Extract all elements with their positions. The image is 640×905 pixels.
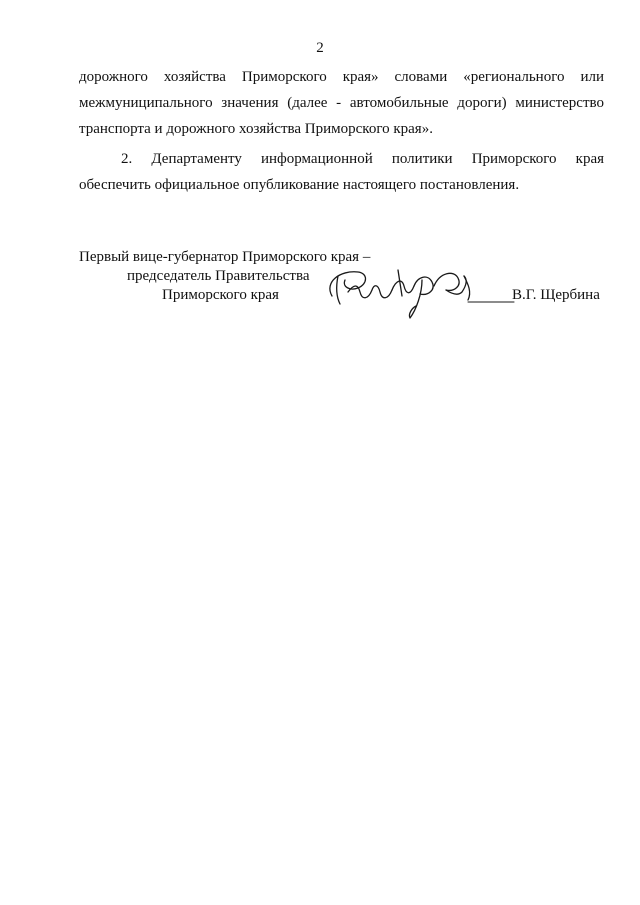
paragraph-line: обеспечить официальное опубликование настоящего постановления. <box>79 177 520 193</box>
signatory-title-line-3: Приморского края <box>162 287 279 303</box>
signatory-name: В.Г. Щербина <box>512 287 600 303</box>
handwritten-signature <box>318 256 518 328</box>
paragraph-item-2 <box>79 146 604 198</box>
page-number: 2 <box>316 40 324 56</box>
paragraph-line: межмуниципального значения (далее - автомобильные дороги) министерство <box>79 95 604 111</box>
paragraph-line: транспорта и дорожного хозяйства Приморского края». <box>79 121 433 137</box>
signatory-title-line-1: Первый вице-губернатор Приморского края – <box>79 249 371 265</box>
paragraph-line: дорожного хозяйства Приморского края» словами «регионального или <box>79 69 604 85</box>
paragraph-continuation <box>79 64 604 142</box>
paragraph-line: 2. Департаменту информационной политики Приморского края <box>121 151 604 167</box>
signatory-title-line-2: председатель Правительства <box>127 268 310 284</box>
